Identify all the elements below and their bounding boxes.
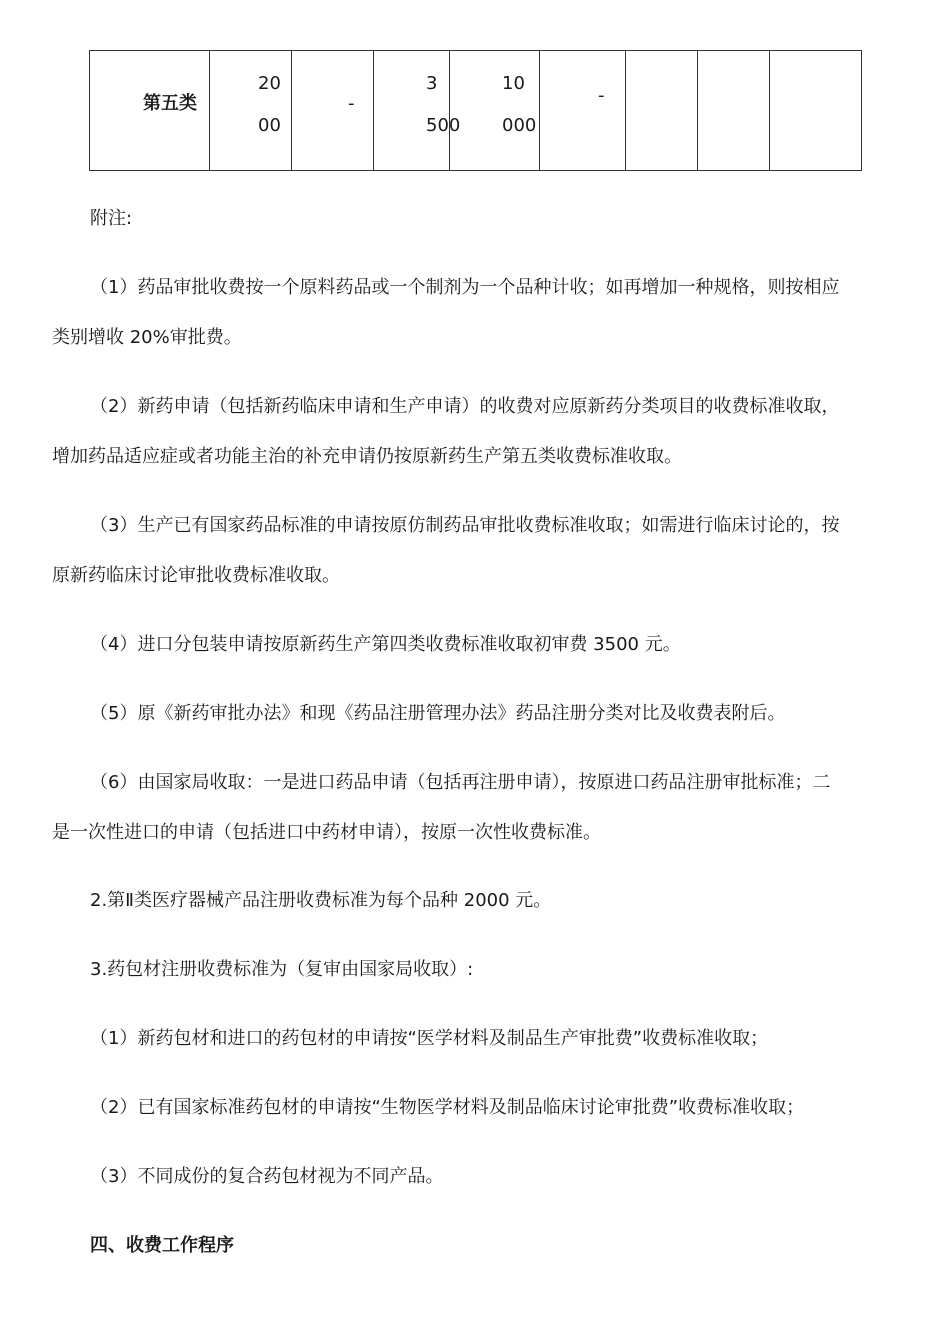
table-cell — [770, 51, 862, 171]
table-cell — [292, 51, 374, 171]
row-label: 第五类 — [143, 93, 197, 114]
section-4-heading: 四、收费工作程序 — [90, 1235, 234, 1256]
note-1-line-1: （1）药品审批收费按一个原料药品或一个制剂为一个品种计收；如再增加一种规格，则按相应 — [90, 277, 840, 298]
note-2-line-2: 增加药品适应症或者功能主治的补充申请仍按原新药生产第五类收费标准收取。 — [52, 446, 682, 467]
section-3-item-2: （2）已有国家标准药包材的申请按“生物医学材料及制品临床讨论审批费”收费标准收取； — [90, 1097, 805, 1118]
fee-table — [89, 50, 862, 171]
note-4: （4）进口分包装申请按原新药生产第四类收费标准收取初审费 3500 元。 — [90, 634, 681, 655]
note-3-line-1: （3）生产已有国家药品标准的申请按原仿制药品审批收费标准收取；如需进行临床讨论的，按 — [90, 515, 840, 536]
notes-title: 附注: — [90, 208, 133, 229]
cell-value: 20 00 — [258, 73, 281, 136]
cell-value: - — [348, 93, 355, 114]
section-3-title: 3.药包材注册收费标准为（复审由国家局收取）: — [90, 959, 474, 980]
table-cell — [540, 51, 626, 171]
cell-value: 3 500 — [426, 73, 461, 136]
section-3-item-3: （3）不同成份的复合药包材视为不同产品。 — [90, 1166, 444, 1187]
section-2-text: 2.第Ⅱ类医疗器械产品注册收费标准为每个品种 2000 元。 — [90, 890, 552, 911]
table-cell — [698, 51, 770, 171]
table-cell — [374, 51, 461, 171]
note-2-line-1: （2）新药申请（包括新药临床申请和生产申请）的收费对应原新药分类项目的收费标准收取， — [90, 396, 840, 417]
table-row — [90, 51, 862, 171]
note-5: （5）原《新药审批办法》和现《药品注册管理办法》药品注册分类对比及收费表附后。 — [90, 703, 786, 724]
cell-value: 10 000 — [502, 73, 537, 136]
cell-value: - — [598, 85, 605, 106]
table-cell — [450, 51, 540, 171]
note-3-line-2: 原新药临床讨论审批收费标准收取。 — [52, 565, 340, 586]
section-3-item-1: （1）新药包材和进口的药包材的申请按“医学材料及制品生产审批费”收费标准收取； — [90, 1028, 769, 1049]
note-6-line-2: 是一次性进口的申请（包括进口中药材申请），按原一次性收费标准。 — [52, 822, 601, 843]
table-cell — [626, 51, 698, 171]
row-label-cell — [90, 51, 210, 171]
note-1-line-2: 类别增收 20%审批费。 — [52, 327, 242, 348]
note-6-line-1: （6）由国家局收取：一是进口药品申请（包括再注册申请），按原进口药品注册审批标准；二 — [90, 772, 831, 793]
table-cell — [210, 51, 292, 171]
